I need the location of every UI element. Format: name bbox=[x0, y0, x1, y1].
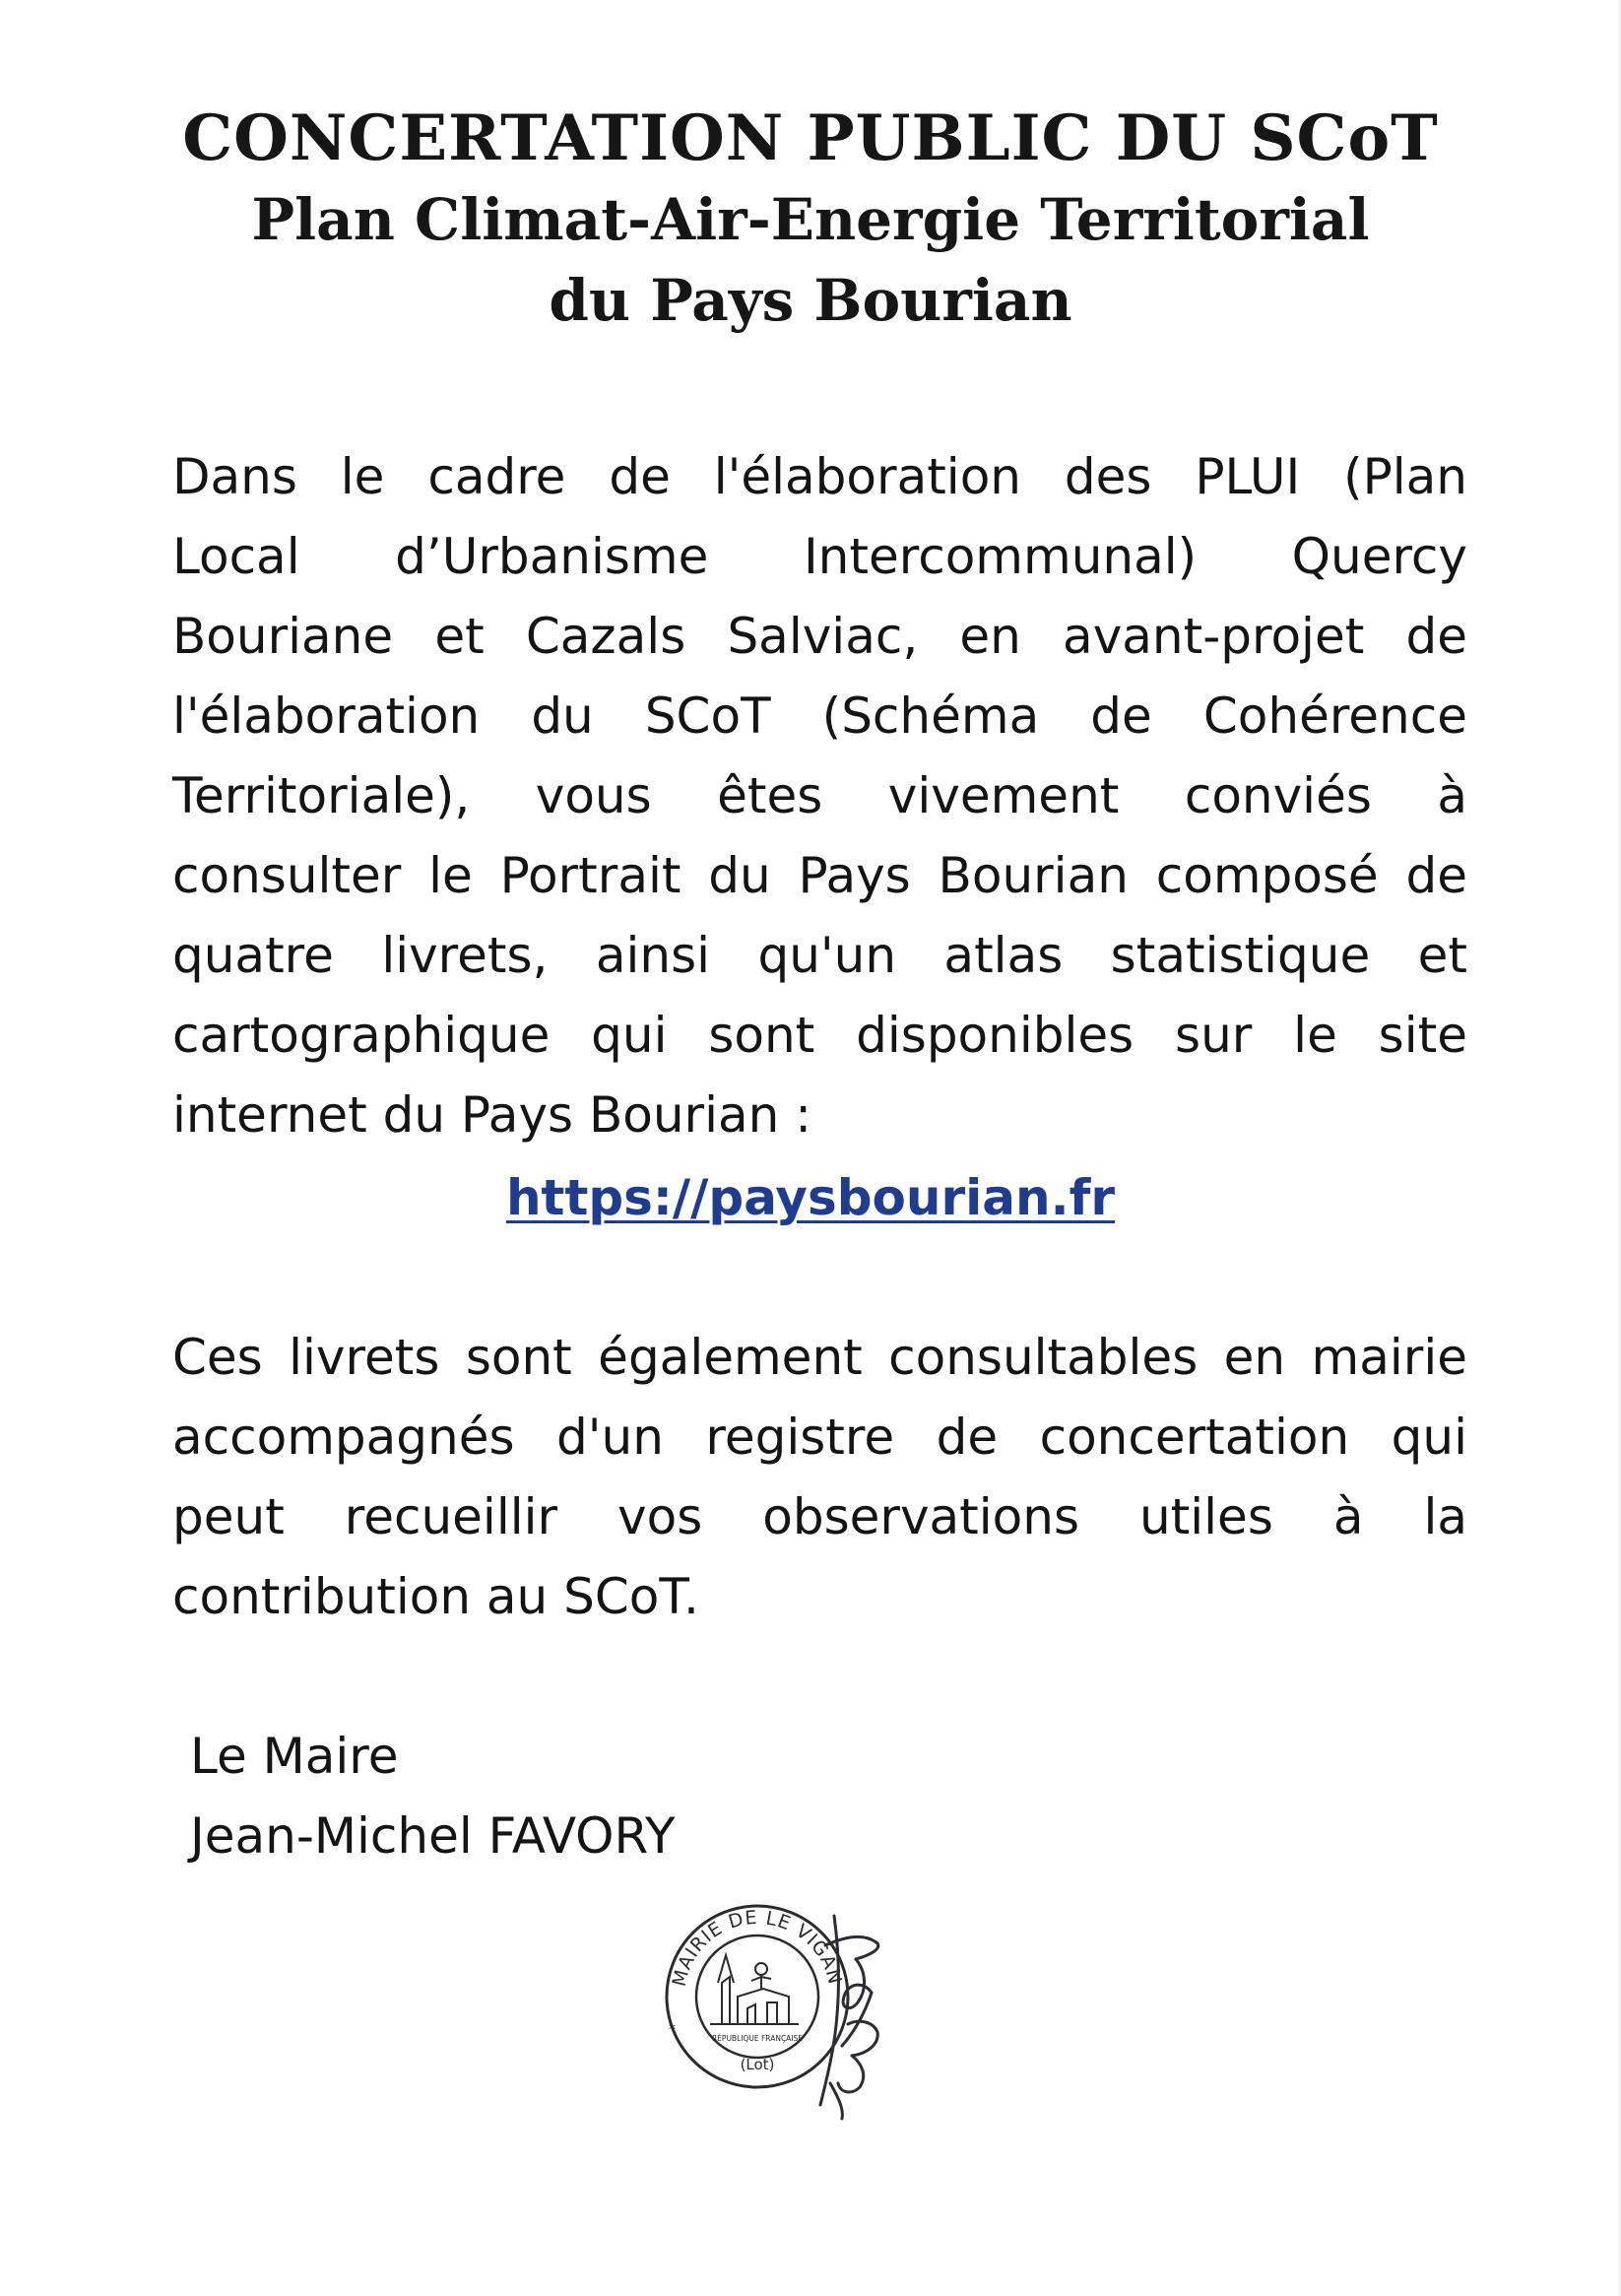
paragraph-line: accompagnés d'un registre de concertation qui bbox=[172, 1409, 1467, 1466]
paragraph-line: internet du Pays Bourian : bbox=[172, 1086, 812, 1144]
paragraph-line: contribution au SCoT. bbox=[172, 1568, 699, 1625]
stamp-ring-text: MAIRIE DE LE VIGAN bbox=[668, 1906, 847, 1989]
paragraph-line: Dans le cadre de l'élaboration des PLUI (Plan bbox=[172, 448, 1467, 505]
paragraph-line: Bouriane et Cazals Salviac, en avant-projet de bbox=[172, 608, 1467, 665]
paragraph-line: Local d’Urbanisme Intercommunal) Quercy bbox=[172, 528, 1467, 585]
document-heading bbox=[0, 98, 1621, 341]
heading-line-3: du Pays Bourian bbox=[549, 267, 1072, 334]
signature-block bbox=[190, 1717, 676, 1876]
paragraph-line: l'élaboration du SCoT (Schéma de Cohérence bbox=[172, 688, 1467, 745]
stamp-emblem bbox=[710, 1955, 799, 2024]
heading-line-2: Plan Climat-Air-Energie Territorial bbox=[251, 186, 1370, 253]
paragraph-line: consulter le Portrait du Pays Bourian composé de bbox=[172, 847, 1467, 904]
signatory-name: Jean-Michel FAVORY bbox=[190, 1807, 676, 1865]
website-link[interactable]: https://paysbourian.fr bbox=[505, 1169, 1116, 1226]
paragraph-line: quatre livrets, ainsi qu'un atlas statistique et bbox=[172, 927, 1467, 984]
paragraph-line: Ces livrets sont également consultables en mairie bbox=[172, 1329, 1467, 1386]
heading-line-1: CONCERTATION PUBLIC DU SCoT bbox=[182, 101, 1439, 175]
paragraph-line: Territoriale), vous êtes vivement conviés à bbox=[172, 767, 1467, 824]
website-link-line bbox=[0, 1158, 1621, 1238]
paragraph-line: peut recueillir vos observations utiles à la bbox=[172, 1488, 1467, 1545]
signatory-title: Le Maire bbox=[190, 1728, 399, 1785]
stamp-star-icon: * bbox=[669, 2022, 676, 2038]
paragraph-line: cartographique qui sont disponibles sur le site bbox=[172, 1007, 1467, 1064]
stamp-inner-text: RÉPUBLIQUE FRANÇAISE bbox=[711, 2034, 804, 2043]
stamp-bottom-text: (Lot) bbox=[740, 2056, 775, 2073]
paragraph-intro bbox=[172, 437, 1467, 1155]
paragraph-registry bbox=[172, 1318, 1467, 1637]
mairie-stamp bbox=[645, 1886, 891, 2123]
